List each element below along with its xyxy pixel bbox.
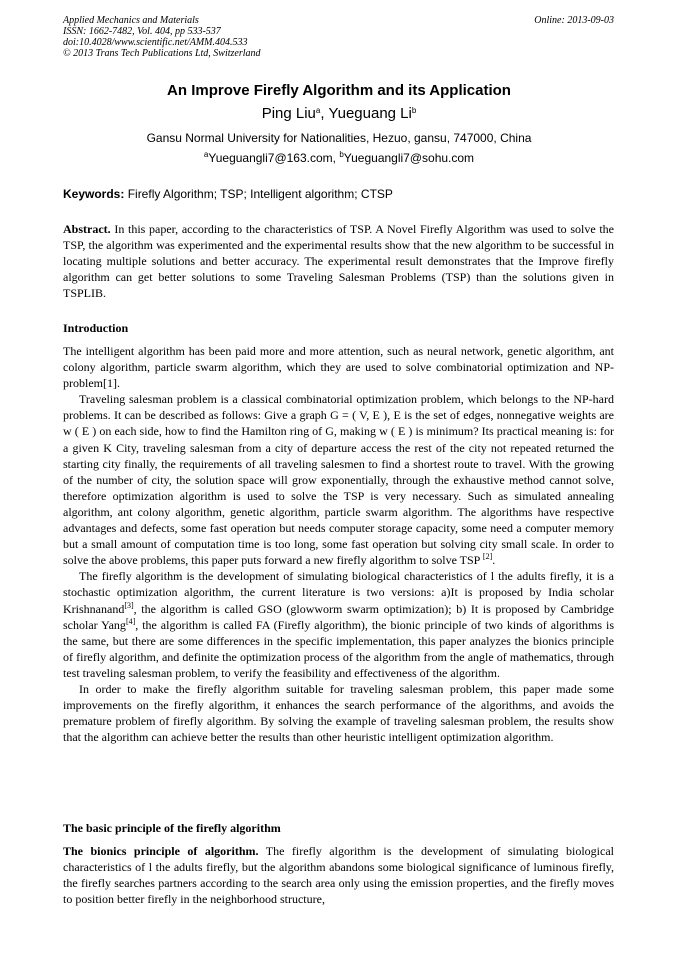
paper-title: An Improve Firefly Algorithm and its Application: [167, 82, 511, 99]
citation: [2]: [482, 552, 493, 562]
journal-copyright: © 2013 Trans Tech Publications Ltd, Switzerland: [63, 48, 261, 59]
paragraph-text: Traveling salesman problem is a classical combinatorial optimization problem, which belongs to the NP-hard problems. It can be described as follows: Give a graph G = ( V, E ), E is the set of edges, nonnegative weights are w ( E ) on each side, how to find the Hamilton ring of G, making w ( E ) is minimum? Its practical meaning is: for a given K City, traveling salesman from a city of departure access the rest of the city not repeated returned the starting city finally, the requirements of all traveling salesmen to find a shortest route to travel. With the growing of the number of city, the solution space will grow exponentially, through the exhaustive method cannot solve, therefore optimization algorithm is used to solve the TSP is very necessary. Such as simulated annealing algorithm, ant colony algorithm, genetic algorithm, particle swarm algorithm. The algorithms have respective advantages and defects, some fast operation but needs computer storage capacity, some need a computer memory but a small amount of computation time is too long, some fast operation but solving city small scale. In order to solve the above problems, this paper puts forward a new firefly algorithm to solve TSP: [63, 392, 614, 568]
paragraph-text: The firefly algorithm is the development of simulating biological characteristics of l the adults firefly, it is a stochastic optimization algorithm, the current literature is two versions: a)It is proposed by India scholar Krishnanand: [63, 569, 614, 616]
author-name: Yueguang Li: [328, 105, 412, 122]
email-link[interactable]: Yueguangli7@sohu.com: [343, 151, 475, 165]
email-link[interactable]: Yueguangli7@163.com,: [208, 151, 340, 165]
author-sup: b: [411, 106, 417, 115]
author-line: [0, 105, 678, 122]
abstract-text: In this paper, according to the characteristics of TSP. A Novel Firefly Algorithm was used to solve the TSP, the algorithm was experimented and the experimental results show that the new algorithm to be successful in locating multiple solutions and better accuracy. The experimental result demonstrates that the Improve firefly algorithm can get better solutions to some Traveling Salesman Problems (TSP) than the solutions given in TSPLIB.: [63, 222, 614, 301]
author-name: Ping Liu: [261, 105, 316, 122]
author-sup: a: [315, 106, 321, 115]
citation: [4]: [125, 616, 136, 626]
basic-principle-body: [63, 843, 614, 907]
section-heading: Introduction: [63, 321, 129, 335]
abstract-label: Abstract.: [63, 222, 111, 236]
keywords-label: Keywords:: [63, 187, 125, 201]
section-heading: The basic principle of the firefly algorithm: [63, 821, 281, 835]
email-line: [0, 151, 678, 165]
paragraph-text: , the algorithm is called FA (Firefly algorithm), the bionic principle of two kinds of algorithms is the same, but there are some differences in the specific implementation, this paper analyzes the bionics principle of firefly algorithm, and definite the optimization process of the algorithm from the angle of mathematics, through test traveling salesman problem, to verify the feasibility and effectiveness of the algorithm.: [63, 617, 614, 680]
paragraph: In order to make the firefly algorithm suitable for traveling salesman problem, this paper made some improvements on the firefly algorithm, it enhances the search performance of the algorithms, and avoids the premature problem of firefly algorithm. By solving the example of traveling salesman problem, the results show that the algorithm can achieve better the results than other heuristic intelligent optimization algorithm.: [63, 681, 614, 745]
keywords-text: Firefly Algorithm; TSP; Intelligent algorithm; CTSP: [124, 187, 393, 201]
email-sup: a: [203, 150, 209, 159]
journal-header: [63, 15, 261, 59]
introduction-body: [63, 343, 614, 745]
journal-issn: ISSN: 1662-7482, Vol. 404, pp 533-537: [63, 26, 221, 37]
paragraph: [63, 568, 614, 681]
author-separator: ,: [320, 105, 329, 122]
journal-doi[interactable]: doi:10.4028/www.scientific.net/AMM.404.533: [63, 37, 248, 48]
online-date: Online: 2013-09-03: [534, 15, 614, 26]
abstract: [63, 221, 614, 301]
paragraph: The intelligent algorithm has been paid more and more attention, such as neural network, genetic algorithm, ant colony algorithm, particle swarm algorithm, which they are used to solve combinatorial optimization and NP- problem[1].: [63, 344, 614, 391]
citation: [3]: [124, 600, 134, 610]
journal-name: Applied Mechanics and Materials: [63, 15, 199, 26]
subsection-label: The bionics principle of algorithm.: [63, 844, 259, 858]
paragraph: [63, 391, 614, 568]
affiliation: Gansu Normal University for Nationalities, Hezuo, gansu, 747000, China: [146, 131, 532, 145]
paragraph-text: , the algorithm is called GSO (glowworm swarm optimization); b) It is proposed by Cambridge scholar Yang: [63, 601, 614, 632]
paragraph-text: The firefly algorithm is the development of simulating biological characteristics of l the adults firefly, but the algorithm abandons some biological significance of luminous firefly, the firefly searches partners according to the search area only using the emission properties, and the firefly moves to position better firefly in the neighborhood structure,: [63, 844, 615, 907]
email-sup: b: [339, 150, 344, 159]
keywords: [63, 187, 393, 201]
paragraph-text: .: [492, 553, 496, 568]
